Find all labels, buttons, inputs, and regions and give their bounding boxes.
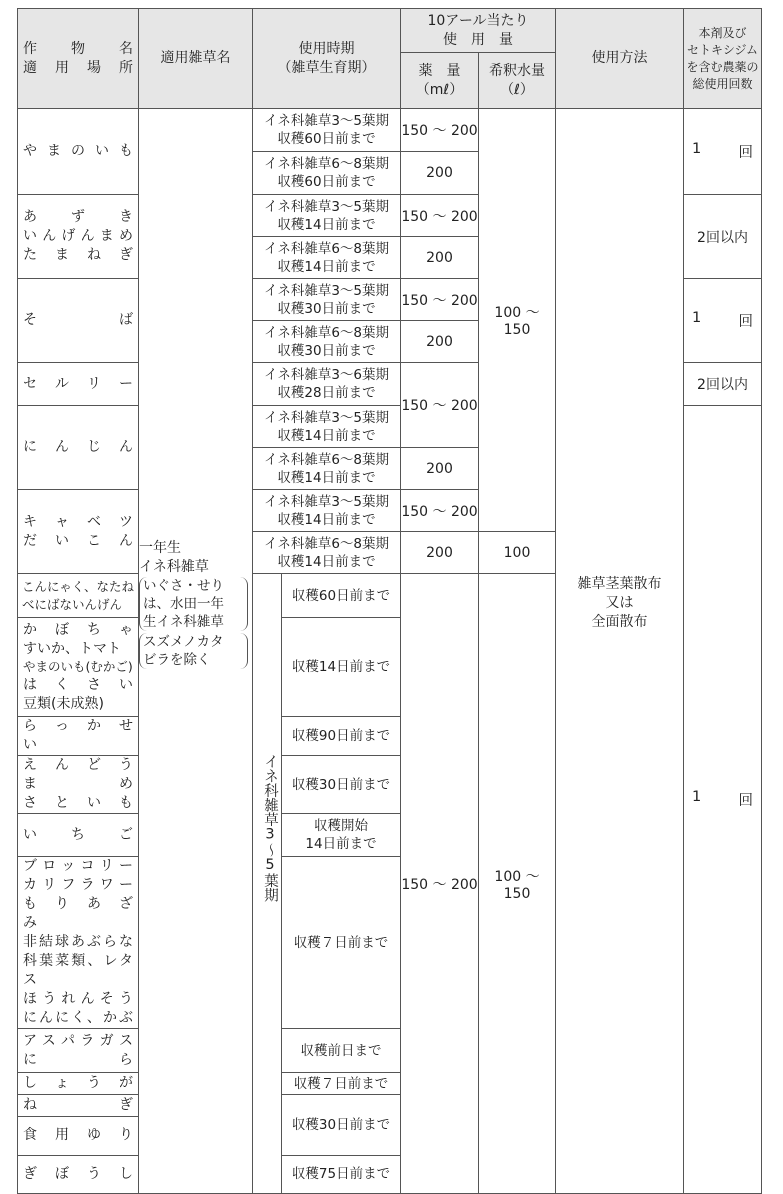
crop-yamanoimo-mukago: やまのいも(むかご) [23, 659, 133, 674]
time-hs [282, 814, 401, 857]
crop-broccoli-group [18, 857, 147, 1029]
water-group-1: 100 ～ 150 [479, 109, 556, 532]
chem-1: 150 ～ 200 [401, 109, 479, 152]
crop-hikekkyu: 非結球あぶらな [23, 934, 133, 950]
time-hzen: 収穫前日まで [282, 1029, 401, 1073]
time-11a: イネ科雑草6～8葉期 [263, 535, 390, 552]
chem-11: 200 [401, 532, 479, 574]
header-count-line1: 本剤及び [698, 25, 747, 40]
time-row-3 [253, 195, 401, 237]
crop-negi: ね ぎ [18, 1095, 139, 1117]
chem-7: 150 ～ 200 [401, 363, 479, 448]
crop-nira-ni: に [23, 1051, 37, 1068]
header-per10a-line2: 使 用 量 [443, 31, 513, 48]
time-2b: 収穫60日前まで [277, 174, 376, 190]
chem-3: 150 ～ 200 [401, 195, 479, 237]
header-chem-line1: 薬 量 [418, 62, 461, 79]
crop-yamanoimo: やまのいも [18, 109, 139, 195]
method-line3: 全面散布 [591, 614, 648, 630]
header-count-line2: セトキシジム [686, 42, 759, 57]
crop-konnyaku: こんにゃく、なたね [22, 578, 135, 594]
header-count [684, 9, 762, 109]
time-7b: 収穫28日前まで [277, 385, 376, 401]
crop-satoimo: さ と い も [23, 795, 133, 811]
crop-ichigo: い ち ご [18, 814, 139, 857]
crop-cabbage: キ ャ ベ ツ [23, 513, 133, 530]
time-9b: 収穫14日前まで [277, 469, 376, 486]
crop-benibana: べにばないんげん [22, 596, 123, 612]
crop-nira-ra: ら [119, 1051, 133, 1068]
time-row-7 [253, 363, 401, 406]
header-per10a [401, 9, 556, 53]
time-hs2: 14日前まで [305, 836, 377, 852]
method-line2: 又は [605, 595, 634, 611]
crop-suika: すいか、トマト [23, 641, 121, 657]
crop-broccoli: ブロッコリー [23, 858, 133, 874]
header-water-line1: 希釈水量 [489, 62, 545, 79]
chem-4: 200 [401, 237, 479, 279]
crop-cabbage-group [18, 490, 139, 574]
count-2: 2回以内 [684, 195, 762, 279]
method-cell [556, 109, 684, 1194]
time-h75: 収穫75日前まで [282, 1155, 401, 1194]
header-water [479, 53, 556, 109]
chem-2: 200 [401, 152, 479, 195]
crop-hourensou: ほうれんそう [23, 991, 133, 1007]
time-3b: 収穫14日前まで [277, 216, 376, 233]
chem-5: 150 ～ 200 [401, 279, 479, 321]
count-5b: 回 [738, 793, 753, 809]
crop-cauliflower: カリフラワー [23, 877, 133, 893]
crop-ninjin: に ん じ ん [18, 406, 139, 490]
count-5 [684, 406, 762, 1194]
time-h30: 収穫30日前まで [282, 756, 401, 814]
crop-kabocha-group [18, 618, 139, 717]
header-period-line1: 使用時期 [298, 40, 355, 57]
time-row-11 [253, 532, 401, 574]
crop-kayousai: 科葉菜類、レタス [23, 953, 133, 988]
time-8b: 収穫14日前まで [277, 427, 376, 444]
count-5a: 1 [692, 789, 702, 805]
header-weed: 適用雑草名 [139, 9, 253, 109]
weed-note-line3: 生イネ科雑草 [143, 614, 224, 630]
crop-azuki: あ ず き [23, 209, 133, 225]
header-chem-line2: （mℓ） [415, 81, 464, 98]
time-h14: 収穫14日前まで [282, 618, 401, 717]
time-h90: 収穫90日前まで [282, 717, 401, 756]
header-count-line4: 総使用回数 [692, 76, 753, 91]
header-crop-line2: 適 用 場 所 [23, 59, 133, 76]
crop-kabocha: か ぼ ち ゃ [23, 622, 133, 638]
time-7a: イネ科雑草3～6葉期 [263, 367, 390, 383]
water-group-2: 100 ～ 150 [479, 574, 556, 1194]
header-crop-line1: 作 物 名 [23, 40, 133, 57]
weed-note-line5: ビラを除く [143, 652, 211, 668]
crop-yuri: 食 用 ゆ り [18, 1117, 139, 1156]
time-11b: 収穫14日前まで [277, 553, 376, 570]
time-h60: 収穫60日前まで [282, 574, 401, 618]
time-h7: 収穫７日前まで [282, 857, 401, 1029]
count-3b: 回 [738, 314, 753, 330]
crop-konnyaku-group [18, 574, 139, 618]
count-3a: 1 [692, 310, 702, 326]
header-per10a-line1: 10アール当たり [427, 12, 529, 29]
time-row-2 [253, 152, 401, 195]
time-6b: 収穫30日前まで [277, 342, 376, 359]
time-row-1 [253, 109, 401, 152]
weed-line2: イネ科雑草 [139, 559, 209, 575]
crop-hakusai: は く さ い [23, 677, 133, 693]
crop-gobou: ぎ ぼ う し [18, 1155, 139, 1194]
time-row-10 [253, 490, 401, 532]
time-5b: 収穫30日前まで [277, 300, 376, 317]
crop-ingen: いんげんまめ [23, 228, 133, 244]
crop-mame: 豆類(未成熟) [23, 696, 104, 712]
count-4: 2回以内 [684, 363, 762, 406]
time-vertical: イネ科雑草3～5葉期 [253, 574, 282, 1194]
header-water-line2: （ℓ） [500, 81, 534, 98]
crop-nira [23, 1051, 133, 1070]
header-period [253, 9, 401, 109]
crop-ninniku: にんにく、かぶ [23, 1010, 133, 1026]
header-crop [18, 9, 139, 109]
count-1 [684, 109, 762, 195]
header-method: 使用方法 [556, 9, 684, 109]
time-row-8 [253, 406, 401, 448]
time-hs1: 収穫開始 [314, 818, 368, 834]
crop-soba: そ ば [18, 279, 139, 363]
crop-celery: セ ル リ ー [18, 363, 139, 406]
pesticide-usage-table [17, 8, 762, 1194]
weed-note-2 [139, 633, 248, 669]
time-row-6 [253, 321, 401, 363]
crop-asparagus-group [18, 1029, 139, 1073]
time-8a: イネ科雑草3～5葉期 [263, 409, 390, 426]
time-6a: イネ科雑草6～8葉期 [263, 324, 390, 341]
crop-endou: え ん ど う ま め [23, 757, 147, 792]
crop-asparagus: アスパラガス [23, 1032, 133, 1049]
weed-line1: 一年生 [139, 540, 181, 556]
crop-moriazami: も り あ ざ み [23, 896, 147, 931]
time-1a: イネ科雑草3～5葉期 [263, 113, 390, 129]
time-4a: イネ科雑草6～8葉期 [263, 240, 390, 257]
time-10b: 収穫14日前まで [277, 511, 376, 528]
crop-azuki-group [18, 195, 139, 279]
crop-daikon: だ い こ ん [23, 532, 133, 549]
time-3a: イネ科雑草3～5葉期 [263, 198, 390, 215]
time-row-5 [253, 279, 401, 321]
crop-shouga: し ょ う が [18, 1073, 139, 1095]
time-h7b: 収穫７日前まで [282, 1073, 401, 1095]
crop-endou-group [18, 756, 147, 814]
header-count-line3: を含む農薬の [686, 59, 759, 74]
time-1b: 収穫60日前まで [277, 131, 376, 147]
time-9a: イネ科雑草6～8葉期 [263, 451, 390, 468]
weed-note-line4: スズメノカタ [143, 634, 224, 650]
chem-10: 150 ～ 200 [401, 490, 479, 532]
weed-note-line1: いぐさ・せり [143, 578, 224, 594]
chem-group-2: 150 ～ 200 [401, 574, 479, 1194]
chem-9: 200 [401, 448, 479, 490]
time-2a: イネ科雑草6～8葉期 [263, 156, 390, 172]
count-3 [684, 279, 762, 363]
chem-6: 200 [401, 321, 479, 363]
time-row-9 [253, 448, 401, 490]
crop-rakkasei: ら っ か せ い [18, 717, 139, 756]
time-row-4 [253, 237, 401, 279]
crop-tamanegi: た ま ね ぎ [23, 247, 133, 263]
weed-note-line2: は、水田一年 [143, 596, 224, 612]
water-11: 100 [479, 532, 556, 574]
time-10a: イネ科雑草3～5葉期 [263, 493, 390, 510]
count-1b: 回 [738, 145, 753, 161]
weed-cell [139, 109, 253, 1194]
method-line1: 雑草茎葉散布 [577, 576, 662, 592]
time-5a: イネ科雑草3～5葉期 [263, 282, 390, 299]
header-chem [401, 53, 479, 109]
time-4b: 収穫14日前まで [277, 258, 376, 275]
header-period-line2: （雑草生育期） [277, 59, 376, 76]
count-1a: 1 [692, 141, 702, 157]
weed-note-1 [139, 577, 248, 631]
time-h30b: 収穫30日前まで [282, 1095, 401, 1156]
